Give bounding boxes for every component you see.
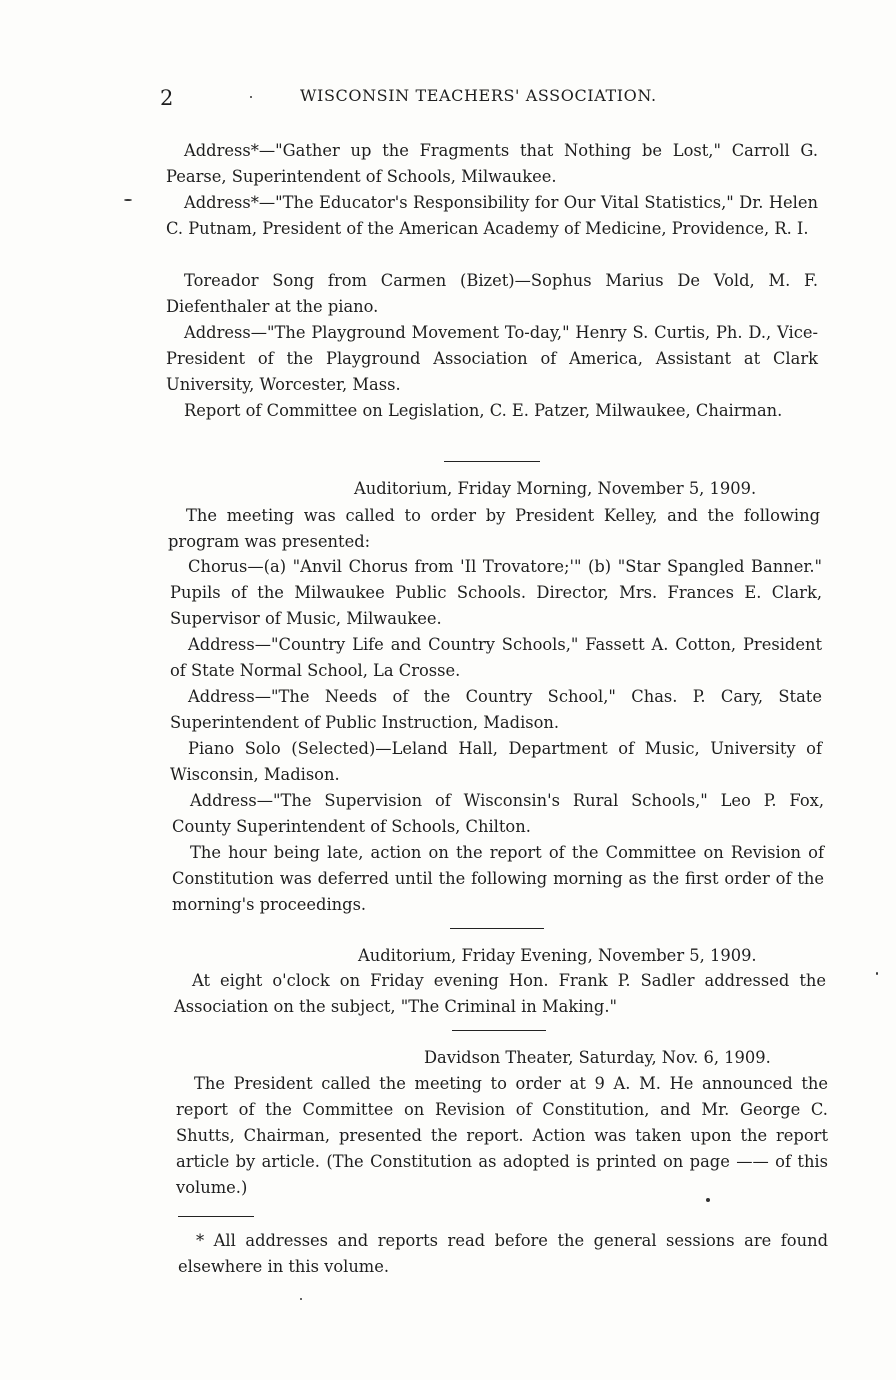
section-divider <box>444 461 540 462</box>
paragraph-cotton-address: Address—"Country Life and Country Schools," Fassett A. Cotton, President of State Normal School, La Crosse. <box>170 635 822 680</box>
paragraph-fox-address: Address—"The Supervision of Wisconsin's Rural Schools," Leo P. Fox, County Superintendent of Schools, Chilton. <box>172 791 824 836</box>
paragraph-cary-address: Address—"The Needs of the Country School," Chas. P. Cary, State Superintendent of Public Instruction, Madison. <box>170 687 822 732</box>
paragraph-chorus: Chorus—(a) "Anvil Chorus from 'Il Trovatore;'" (b) "Star Spangled Banner." Pupils of the Milwaukee Public Schools. Director, Mrs. Frances E. Clark, Supervisor of Music, Milwaukee. <box>170 557 822 628</box>
session-heading-saturday: Davidson Theater, Saturday, Nov. 6, 1909. <box>424 1048 771 1067</box>
footnote: * All addresses and reports read before the general sessions are found elsewhere in this volume. <box>178 1231 828 1276</box>
section-divider <box>452 1030 546 1031</box>
paragraph-sadler-address: At eight o'clock on Friday evening Hon. Frank P. Sadler addressed the Association on the subject, "The Criminal in Making." <box>174 971 826 1016</box>
paragraph-legislation-report: Report of Committee on Legislation, C. E. Patzer, Milwaukee, Chairman. <box>184 401 783 420</box>
paragraph-deferred-action: The hour being late, action on the report of the Committee on Revision of Constitution was deferred until the following morning as the first order of the morning's proceedings. <box>172 843 824 914</box>
paragraph-putnam-address: Address*—"The Educator's Responsibility for Our Vital Statistics," Dr. Helen C. Putnam, President of the American Academy of Medicine, Providence, R. I. <box>166 193 818 238</box>
scan-speck <box>300 1298 302 1300</box>
page-header <box>160 86 700 112</box>
session-heading-friday-morning: Auditorium, Friday Morning, November 5, 1909. <box>354 479 757 498</box>
paragraph-pearse-address: Address*—"Gather up the Fragments that Nothing be Lost," Carroll G. Pearse, Superintendent of Schools, Milwaukee. <box>166 141 818 186</box>
paragraph-meeting-called: The meeting was called to order by President Kelley, and the following program was presented: <box>168 506 820 551</box>
section-divider <box>450 928 544 929</box>
page-number: 2 <box>160 86 174 110</box>
footnote-divider <box>178 1216 254 1217</box>
scan-speck <box>706 1198 710 1202</box>
session-heading-friday-evening: Auditorium, Friday Evening, November 5, 1909. <box>358 946 757 965</box>
scan-speck <box>876 972 878 975</box>
paragraph-toreador-song: Toreador Song from Carmen (Bizet)—Sophus Marius De Vold, M. F. Diefenthaler at the piano. <box>166 271 818 316</box>
paragraph-piano-solo: Piano Solo (Selected)—Leland Hall, Department of Music, University of Wisconsin, Madison. <box>170 739 822 784</box>
scan-speck <box>250 96 252 98</box>
paragraph-curtis-address: Address—"The Playground Movement To-day," Henry S. Curtis, Ph. D., Vice-President of the Playground Association of America, Assistant at Clark University, Worcester, Mass. <box>166 323 818 394</box>
running-title: WISCONSIN TEACHERS' ASSOCIATION. <box>300 86 657 105</box>
paragraph-constitution-revision: The President called the meeting to order at 9 A. M. He announced the report of the Committee on Revision of Constitution, and Mr. George C. Shutts, Chairman, presented the report. Action was taken upon the report article by article. (The Constitution as adopted is printed on page —— of this volume.) <box>176 1074 828 1197</box>
scan-speck <box>124 199 132 201</box>
